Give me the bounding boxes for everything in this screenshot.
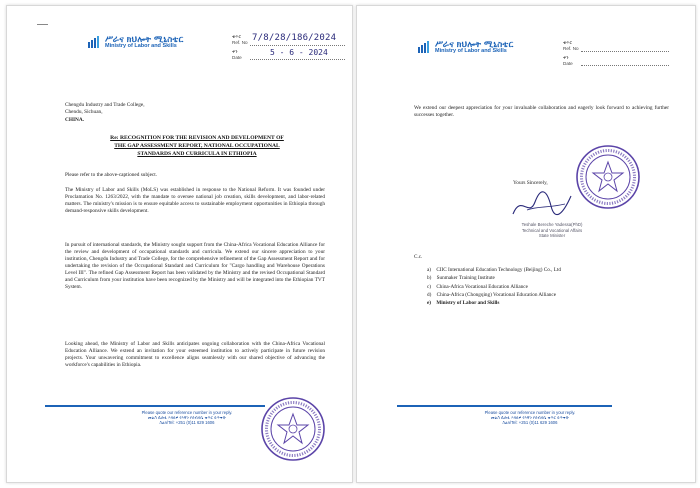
ministry-logo-icon bbox=[87, 35, 101, 49]
subject-line-1: Re: RECOGNITION FOR THE REVISION AND DEVELOPMENT OF bbox=[110, 135, 284, 141]
signatory-block bbox=[507, 222, 597, 239]
ref-date-line bbox=[581, 65, 669, 66]
letterhead-english: Ministry of Labor and Skills bbox=[105, 42, 177, 49]
body-paragraph-1: The Ministry of Labor and Skills (MoLS) was established in response to the National Reform. It was founded under Proclamation No. 1263/2022, with the mandate to oversee national job creation, skills development, and labor-related matters. The ministry's mission is to ensure equitable access to sustainable employment opportunities in Ethiopia through demand-responsive skills development. bbox=[65, 187, 325, 214]
cc-item-text: Ministry of Labor and Skills bbox=[436, 300, 500, 307]
page-corner-mark bbox=[37, 24, 48, 25]
signatory-title: Technical and Vocational Affairs bbox=[521, 227, 583, 233]
cc-item-text: China-Africa (Chongqing) Vocational Education Alliance bbox=[436, 291, 557, 298]
closing-paragraph: We extend our deepest appreciation for your invaluable collaboration and eagerly look forward to achieving further successes together. bbox=[414, 105, 669, 118]
official-stamp bbox=[260, 396, 326, 467]
address-line-1: Chengdu Industry and Trade College, bbox=[65, 102, 145, 108]
footer-line-2: መልስ ሲጽፉ እባክዎ የእኛን የደብዳቤ ቁጥር ይጥቀሱ bbox=[147, 415, 227, 421]
date-label-am: ቀን bbox=[232, 49, 238, 54]
date-label: Date bbox=[232, 55, 242, 60]
cc-item-mark: e) bbox=[427, 300, 432, 307]
address-line-3: CHINA. bbox=[65, 116, 84, 123]
subject-line-2: THE GAP ASSESSMENT REPORT, NATIONAL OCCUPATIONAL bbox=[114, 143, 280, 149]
footer-page-2 bbox=[455, 410, 605, 426]
footer-line-3: ስልክ/Tel: +251 (0)11 629 1606 bbox=[159, 420, 215, 426]
cc-item-text: Sunmaker Training Institute bbox=[436, 275, 495, 282]
signatory-role: State Minister bbox=[538, 233, 566, 238]
footer-line-3: ስልክ/Tel: +251 (0)11 629 1606 bbox=[502, 420, 558, 426]
cc-item-mark: d) bbox=[427, 291, 432, 298]
closing-salutation: Yours Sincerely, bbox=[513, 180, 548, 186]
letterhead-amharic: ሥራና ክህሎት ሚኒስቴር bbox=[435, 39, 514, 49]
cc-item bbox=[427, 291, 561, 299]
ref-label-am: ቁጥር bbox=[563, 40, 573, 45]
footer-line-2: መልስ ሲጽፉ እባክዎ የእኛን የደብዳቤ ቁጥር ይጥቀሱ bbox=[490, 415, 570, 421]
cc-item-text: China-Africa Vocational Education Alliance bbox=[436, 283, 528, 290]
body-paragraph-2: In pursuit of international standards, the Ministry sought support from the China-Africa Vocational Education Alliance for the review and development of occupational standards and curricula. We extend our sincere appreciation to your institution, Chengdu Industry and Trade College, for the comprehensive refinement of the Gap Assessment Report and for undertaking the revision of the Occupational Standard and Curriculum for "Cargo handling and Warehouse Operations Level III". The refined Gap Assessment Report has been validated by the Ministry and the revised Occupational Standard and Curriculum from your institution have been recognized by the Ministry and will be integrated into the Ethiopian TVT System. bbox=[65, 242, 325, 290]
letter-page-1 bbox=[6, 5, 353, 483]
date-label: Date bbox=[563, 61, 573, 66]
cc-item bbox=[427, 274, 561, 282]
cc-item-mark: b) bbox=[427, 275, 432, 282]
cc-list bbox=[427, 266, 561, 307]
letterhead-english: Ministry of Labor and Skills bbox=[435, 47, 507, 54]
ref-date-line bbox=[250, 59, 345, 60]
recipient-address bbox=[65, 102, 145, 124]
letterhead bbox=[87, 35, 184, 50]
cc-item-text: CIIC International Education Technology (Beijing) Co., Ltd bbox=[436, 267, 561, 273]
intro-paragraph: Please refer to the above-captioned subject. bbox=[65, 172, 158, 178]
reference-box-page-2 bbox=[563, 40, 673, 80]
cc-label: C.c. bbox=[414, 254, 423, 260]
subject-line bbox=[77, 134, 317, 158]
cc-item bbox=[427, 299, 561, 307]
footer-line-1: Please quote our reference number in your reply. bbox=[484, 410, 576, 415]
letter-page-2 bbox=[356, 5, 696, 483]
address-line-2: Chendu, Sichuan, bbox=[65, 109, 103, 116]
footer bbox=[112, 410, 262, 426]
footer-rule bbox=[397, 405, 612, 407]
signatory-name: Teshale Bereche Yadessa(PhD) bbox=[521, 222, 583, 227]
cc-item-mark: c) bbox=[427, 283, 432, 290]
ref-label-am: ቁጥር bbox=[232, 34, 242, 39]
body-paragraph-3: Looking ahead, the Ministry of Labor and Skills anticipates ongoing collaboration with the China-Africa Vocational Education Alliance. We extend an invitation for your esteemed institution to actively participate in future revision projects. Your unwavering commitment to excellence aligns seamlessly with our shared objective of advancing the workforce's capabilities in Ethiopia. bbox=[65, 341, 325, 368]
ref-date: 5 - 6 - 2024 bbox=[270, 48, 328, 57]
cc-item-mark: a) bbox=[427, 267, 432, 273]
ref-number-line bbox=[581, 51, 669, 52]
reference-box bbox=[232, 34, 350, 94]
ref-label: Ref. No bbox=[563, 46, 579, 51]
cc-item bbox=[427, 283, 561, 291]
footer-line-1: Please quote our reference number in your reply. bbox=[141, 410, 233, 415]
ministry-logo-icon bbox=[417, 40, 431, 54]
footer-rule bbox=[45, 405, 265, 407]
letterhead-page-2 bbox=[417, 40, 514, 55]
subject-line-3: STANDARDS AND CURRICULA IN ETHIOPIA bbox=[137, 151, 257, 157]
date-label-am: ቀን bbox=[563, 55, 569, 60]
letterhead-amharic: ሥራና ክህሎት ሚኒስቴር bbox=[105, 34, 184, 44]
cc-item bbox=[427, 266, 561, 274]
ref-number: 7/8/28/186/2024 bbox=[252, 33, 337, 43]
ref-label: Ref. No bbox=[232, 40, 248, 45]
ref-number-line bbox=[250, 45, 345, 46]
official-stamp-page-2 bbox=[575, 144, 641, 215]
